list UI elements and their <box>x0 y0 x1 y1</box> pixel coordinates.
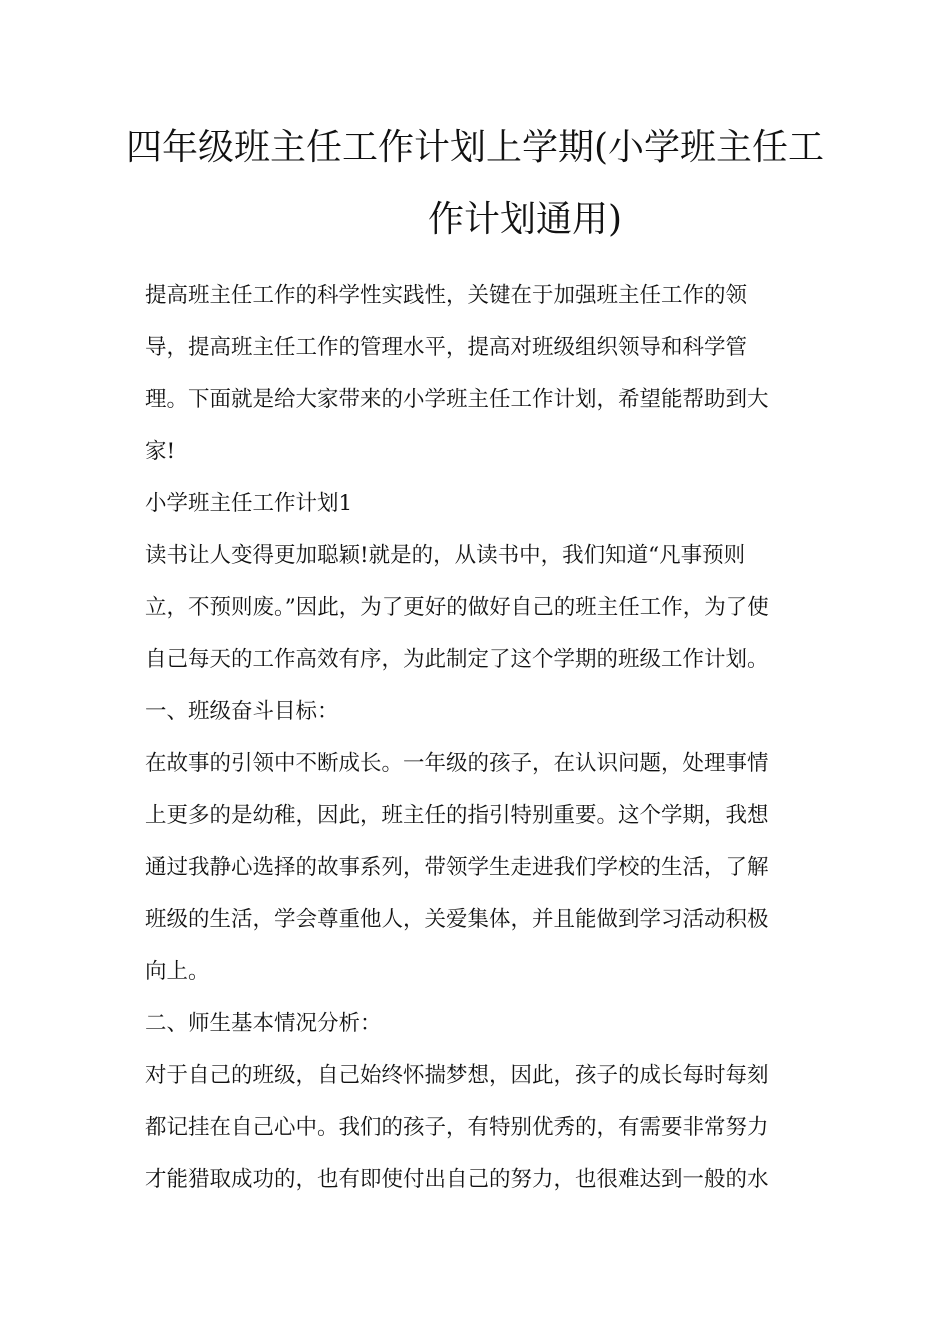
body-line: 班级的生活，学会尊重他人，关爱集体，并且能做到学习活动积极 <box>145 907 769 932</box>
document-title <box>120 112 830 256</box>
body-line: 对于自己的班级，自己始终怀揣梦想，因此，孩子的成长每时每刻 <box>145 1063 769 1088</box>
body-line: 通过我静心选择的故事系列，带领学生走进我们学校的生活，了解 <box>145 855 769 880</box>
body-line: 提高班主任工作的科学性实践性，关键在于加强班主任工作的领 <box>145 283 748 308</box>
body-line: 导，提高班主任工作的管理水平，提高对班级组织领导和科学管 <box>145 335 748 360</box>
body-line: 向上。 <box>145 959 210 984</box>
title-line-2: 作计划通用) <box>427 199 623 240</box>
body-line: 在故事的引领中不断成长。一年级的孩子，在认识问题，处理事情 <box>145 751 769 776</box>
body-line: 上更多的是幼稚，因此，班主任的指引特别重要。这个学期，我想 <box>145 803 769 828</box>
body-line: 家! <box>145 439 176 464</box>
section-heading: 小学班主任工作计划1 <box>145 491 353 516</box>
body-line: 自己每天的工作高效有序，为此制定了这个学期的班级工作计划。 <box>145 647 769 672</box>
document-body <box>145 270 815 1206</box>
body-line: 读书让人变得更加聪颖!就是的，从读书中，我们知道“凡事预则 <box>145 543 746 568</box>
title-line-1: 四年级班主任工作计划上学期(小学班主任工 <box>125 127 825 168</box>
body-line: 立，不预则废。”因此，为了更好的做好自己的班主任工作，为了使 <box>145 595 769 620</box>
body-line: 都记挂在自己心中。我们的孩子，有特别优秀的，有需要非常努力 <box>145 1115 769 1140</box>
body-line: 理。下面就是给大家带来的小学班主任工作计划，希望能帮助到大 <box>145 387 769 412</box>
section-heading: 二、师生基本情况分析： <box>145 1011 382 1036</box>
section-heading: 一、班级奋斗目标： <box>145 699 339 724</box>
body-line: 才能猎取成功的，也有即使付出自己的努力，也很难达到一般的水 <box>145 1167 769 1192</box>
